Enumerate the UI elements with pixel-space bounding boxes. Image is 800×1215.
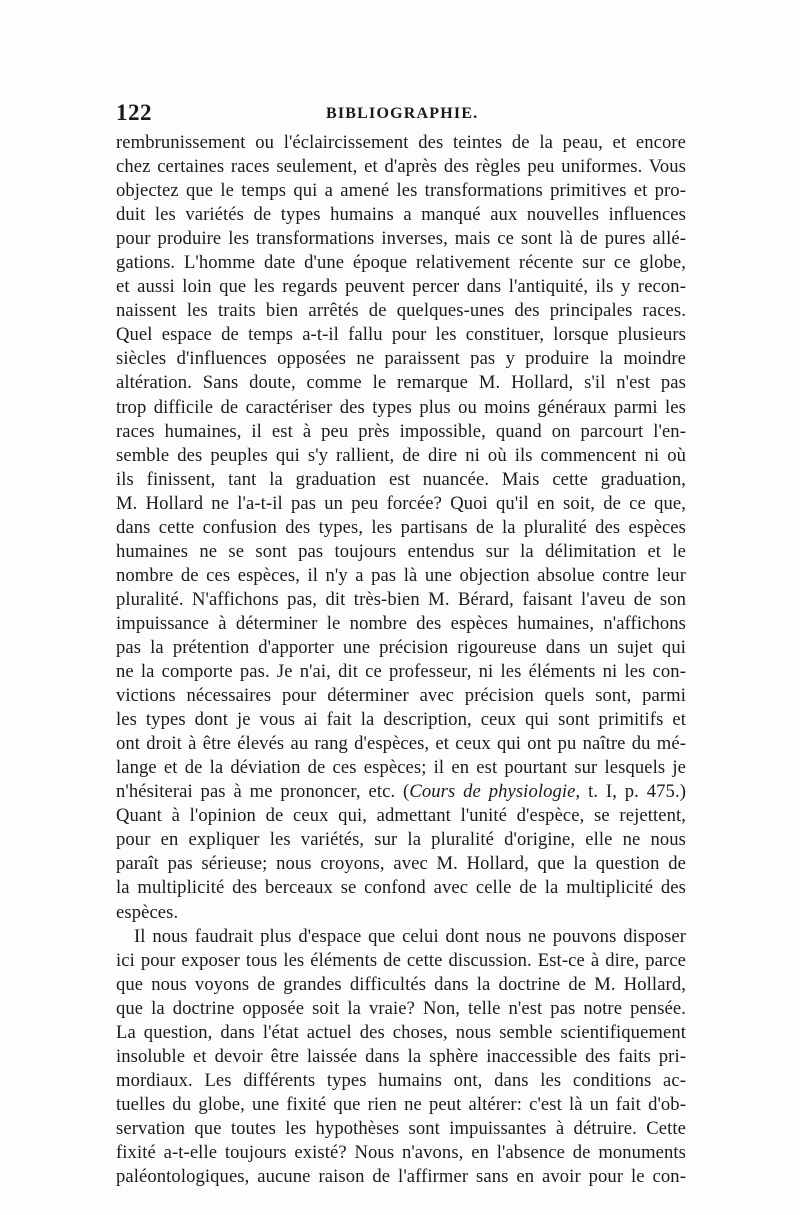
text-line: pas la prétention d'apporter une précision rigoureuse dans un sujet qui bbox=[116, 636, 686, 658]
text-line: rembrunissement ou l'éclaircissement des teintes de la peau, et encore bbox=[116, 132, 686, 153]
text-line: ne la comporte pas. Je n'ai, dit ce professeur, ni les éléments ni les con- bbox=[116, 661, 686, 683]
text-line: races humaines, il est à peu près impossible, quand on parcourt l'en- bbox=[116, 420, 686, 442]
text-line: nombre de ces espèces, il n'y a pas là une objection absolue contre leur bbox=[116, 564, 686, 586]
citation-rest: , t. I, p. 475.) bbox=[575, 781, 686, 803]
text-line: impuissance à déterminer le nombre des espèces humaines, n'affichons bbox=[116, 612, 686, 634]
text-line: servation que toutes les hypothèses sont impuissantes à détruire. Cette bbox=[116, 1117, 686, 1139]
text-line: altération. Sans doute, comme le remarque M. Hollard, s'il n'est pas bbox=[116, 372, 686, 394]
text-line: les types dont je vous ai fait la description, ceux qui sont primitifs et bbox=[116, 709, 686, 731]
text-line: Quel espace de temps a-t-il fallu pour les constituer, lorsque plusieurs bbox=[116, 324, 686, 346]
text-line: mordiaux. Les différents types humains ont, dans les conditions ac- bbox=[116, 1069, 686, 1091]
text-line: ils finissent, tant la graduation est nuancée. Mais cette graduation, bbox=[116, 468, 686, 490]
text-line: fixité a-t-elle toujours existé? Nous n'avons, en l'absence de monuments bbox=[116, 1141, 686, 1163]
text-line: pour produire les transformations inverses, mais ce sont là de pures allé- bbox=[116, 228, 686, 250]
paragraph-start-line: Il nous faudrait plus d'espace que celui dont nous ne pouvons disposer bbox=[134, 925, 686, 947]
text-line-with-citation bbox=[116, 780, 686, 804]
text-line: la multiplicité des berceaux se confond avec celle de la multiplicité des bbox=[116, 877, 686, 899]
text-line: paraît pas sérieuse; nous croyons, avec M. Hollard, que la question de bbox=[116, 853, 686, 875]
text-line: tuelles du globe, une fixité que rien ne peut altérer: c'est là un fait d'ob- bbox=[116, 1093, 686, 1115]
page-number: 122 bbox=[116, 100, 152, 125]
text-line: dans cette confusion des types, les partisans de la pluralité des espèces bbox=[116, 516, 686, 538]
text-line: humaines ne se sont pas toujours entendus sur la délimitation et le bbox=[116, 540, 686, 562]
text-line: et aussi loin que les regards peuvent percer dans l'antiquité, ils y recon- bbox=[116, 276, 686, 298]
page-header bbox=[116, 100, 684, 128]
citation-title: Cours de physiologie bbox=[409, 781, 576, 803]
body-text bbox=[116, 131, 686, 1189]
text-line: objectez que le temps qui a amené les transformations primitives et pro- bbox=[116, 180, 686, 202]
citation-open: ( bbox=[403, 781, 410, 803]
text-line: chez certaines races seulement, et d'après des règles peu uniformes. Vous bbox=[116, 156, 686, 178]
text-line: duit les variétés de types humains a manqué aux nouvelles influences bbox=[116, 204, 686, 226]
text-line: que la doctrine opposée soit la vraie? Non, telle n'est pas notre pensée. bbox=[116, 997, 686, 1019]
text-segment: n'hésiterai pas à me prononcer, etc. bbox=[116, 781, 396, 803]
text-line: siècles d'influences opposées ne paraissent pas y produire la moindre bbox=[116, 348, 686, 370]
running-title: BIBLIOGRAPHIE. bbox=[326, 105, 479, 122]
paragraph-end-line: espèces. bbox=[116, 901, 179, 923]
text-line: que nous voyons de grandes difficultés dans la doctrine de M. Hollard, bbox=[116, 973, 686, 995]
text-line: trop difficile de caractériser des types plus ou moins généraux parmi les bbox=[116, 396, 686, 418]
text-line: pour en expliquer les variétés, sur la pluralité d'origine, elle ne nous bbox=[116, 829, 686, 851]
text-line: ont droit à être élevés au rang d'espèces, et ceux qui ont pu naître du mé- bbox=[116, 733, 686, 755]
citation bbox=[403, 781, 686, 802]
text-line: semble des peuples qui s'y rallient, de dire ni où ils commencent ni où bbox=[116, 444, 686, 466]
text-line: pluralité. N'affichons pas, dit très-bien M. Bérard, faisant l'aveu de son bbox=[116, 588, 686, 610]
text-line: victions nécessaires pour déterminer avec précision quels sont, parmi bbox=[116, 685, 686, 707]
text-line: lange et de la déviation de ces espèces; il en est pourtant sur lesquels je bbox=[116, 757, 686, 779]
text-line: ici pour exposer tous les éléments de cette discussion. Est-ce à dire, parce bbox=[116, 949, 686, 971]
text-line: insoluble et devoir être laissée dans la sphère inaccessible des faits pri- bbox=[116, 1045, 686, 1067]
text-line: naissent les traits bien arrêtés de quelques-unes des principales races. bbox=[116, 300, 686, 322]
text-line: paléontologiques, aucune raison de l'affirmer sans en avoir pour le con- bbox=[116, 1166, 686, 1188]
text-line: Quant à l'opinion de ceux qui, admettant l'unité d'espèce, se rejettent, bbox=[116, 805, 686, 827]
text-line: gations. L'homme date d'une époque relativement récente sur ce globe, bbox=[116, 252, 686, 274]
text-line: M. Hollard ne l'a-t-il pas un peu forcée? Quoi qu'il en soit, de ce que, bbox=[116, 492, 686, 514]
text-line: La question, dans l'état actuel des choses, nous semble scientifiquement bbox=[116, 1021, 686, 1043]
